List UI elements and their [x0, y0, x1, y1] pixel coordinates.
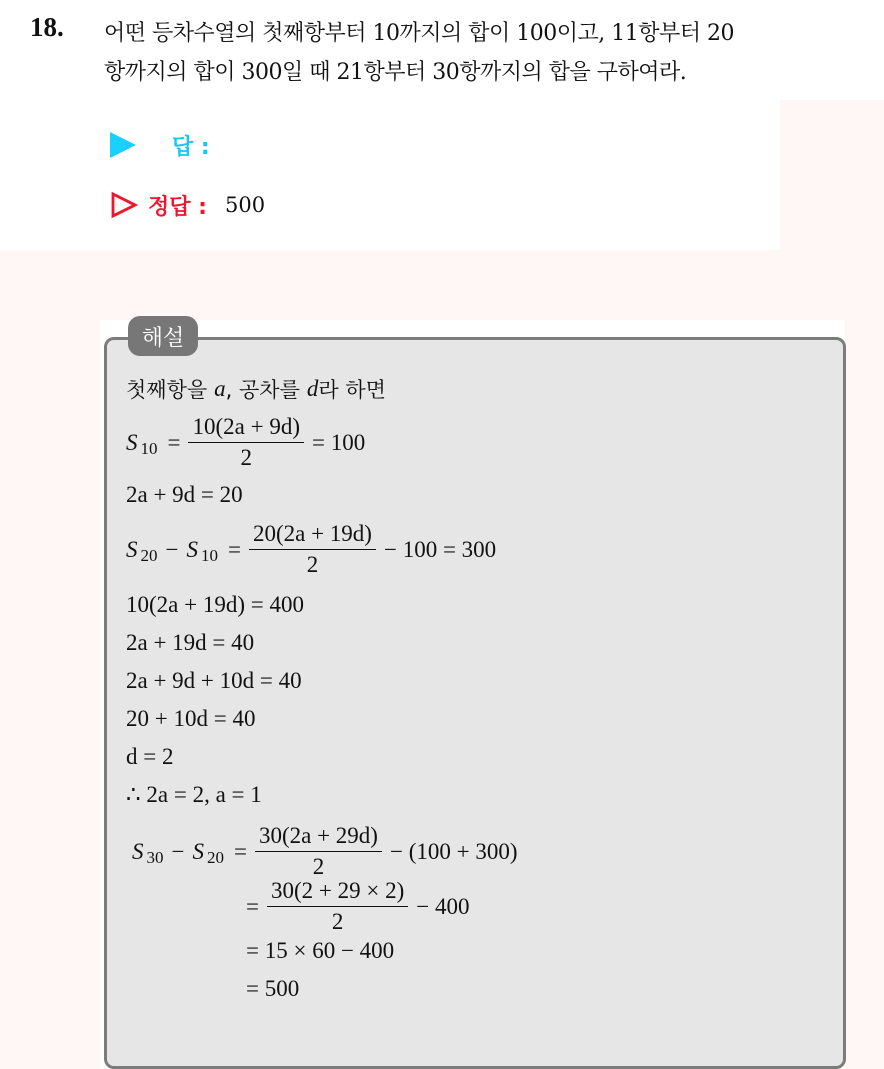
step-4: 2a + 9d + 10d = 40 — [126, 668, 302, 693]
intro-text: 첫째항을 — [126, 378, 208, 402]
correct-answer-label: 정답 : — [148, 194, 207, 220]
solution-intro — [126, 374, 386, 404]
s-symbol: S — [186, 536, 198, 562]
rhs: − (100 + 300) — [389, 838, 518, 864]
background-patch — [0, 250, 884, 320]
var-d: d — [306, 376, 319, 401]
step-2: 10(2a + 19d) = 400 — [126, 592, 304, 617]
question-number: 18. — [30, 12, 64, 42]
numerator: 30(2a + 29d) — [255, 823, 382, 852]
answer-label: 답 : — [172, 134, 210, 160]
rhs: − 100 = 300 — [383, 536, 497, 562]
intro-text: 라 하면 — [318, 378, 386, 402]
step-5: 20 + 10d = 40 — [126, 706, 256, 731]
rhs: − 400 — [416, 893, 470, 919]
s30-line-3: = 15 × 60 − 400 — [246, 938, 395, 963]
subscript: 10 — [200, 545, 218, 565]
step-1: 2a + 9d = 20 — [126, 482, 243, 507]
s-symbol: S — [126, 429, 138, 455]
background-patch — [780, 100, 884, 250]
step-6: d = 2 — [126, 744, 174, 769]
step-7: ∴ 2a = 2, a = 1 — [126, 782, 262, 807]
correct-answer-line — [110, 188, 265, 222]
fraction — [267, 878, 408, 935]
s30-line-2: = $\frac{30(2 + 29 \times 2)}{2}$ − 400 — [246, 878, 470, 934]
fraction — [249, 521, 376, 578]
fraction — [188, 414, 304, 471]
question-text — [104, 14, 874, 92]
question-line-1: 어떤 등차수열의 첫째항부터 10까지의 합이 100이고, 11항부터 20 — [104, 21, 734, 46]
denominator: 2 — [306, 552, 319, 577]
s-symbol: S — [126, 536, 138, 562]
var-a: a — [214, 376, 226, 401]
subscript: 20 — [206, 847, 224, 867]
subscript: 20 — [140, 545, 158, 565]
denominator: 2 — [312, 854, 325, 879]
question-line-2: 항까지의 합이 300일 때 21항부터 30항까지의 합을 구하여라. — [104, 60, 687, 85]
s-symbol: S — [192, 838, 204, 864]
correct-answer-value: 500 — [224, 193, 266, 217]
s-symbol: S — [132, 838, 144, 864]
solution-tag: 해설 — [128, 316, 198, 356]
s10-equation: S 10 = $\frac{10(2a + 9d)}{2}$ = 100 — [126, 414, 366, 470]
background-patch — [845, 320, 884, 1069]
subscript: 30 — [146, 847, 164, 867]
minus: − — [165, 536, 179, 562]
fraction — [255, 823, 382, 880]
s30-line-4: = 500 — [246, 976, 300, 1001]
play-outline-icon — [110, 191, 138, 219]
numerator: 10(2a + 9d) — [188, 414, 304, 443]
subscript: 10 — [140, 438, 158, 458]
play-filled-icon — [110, 132, 136, 158]
denominator: 2 — [240, 445, 252, 470]
numerator: 30(2 + 29 × 2) — [267, 878, 408, 907]
denominator: 2 — [331, 909, 344, 934]
rhs: = 100 — [311, 429, 366, 455]
numerator: 20(2a + 19d) — [249, 521, 376, 550]
step-3: 2a + 19d = 40 — [126, 630, 255, 655]
s30-equation: S 30 − S 20 = $\frac{30(2a + 29d)}{2}$ − (100 + 300) — [132, 823, 518, 879]
s20-equation: S 20 − S 10 = $\frac{20(2a + 19d)}{2}$ − 100 = 300 — [126, 521, 497, 577]
intro-text: , 공차를 — [225, 378, 300, 402]
answer-line — [110, 128, 210, 162]
background-patch — [0, 320, 100, 1069]
